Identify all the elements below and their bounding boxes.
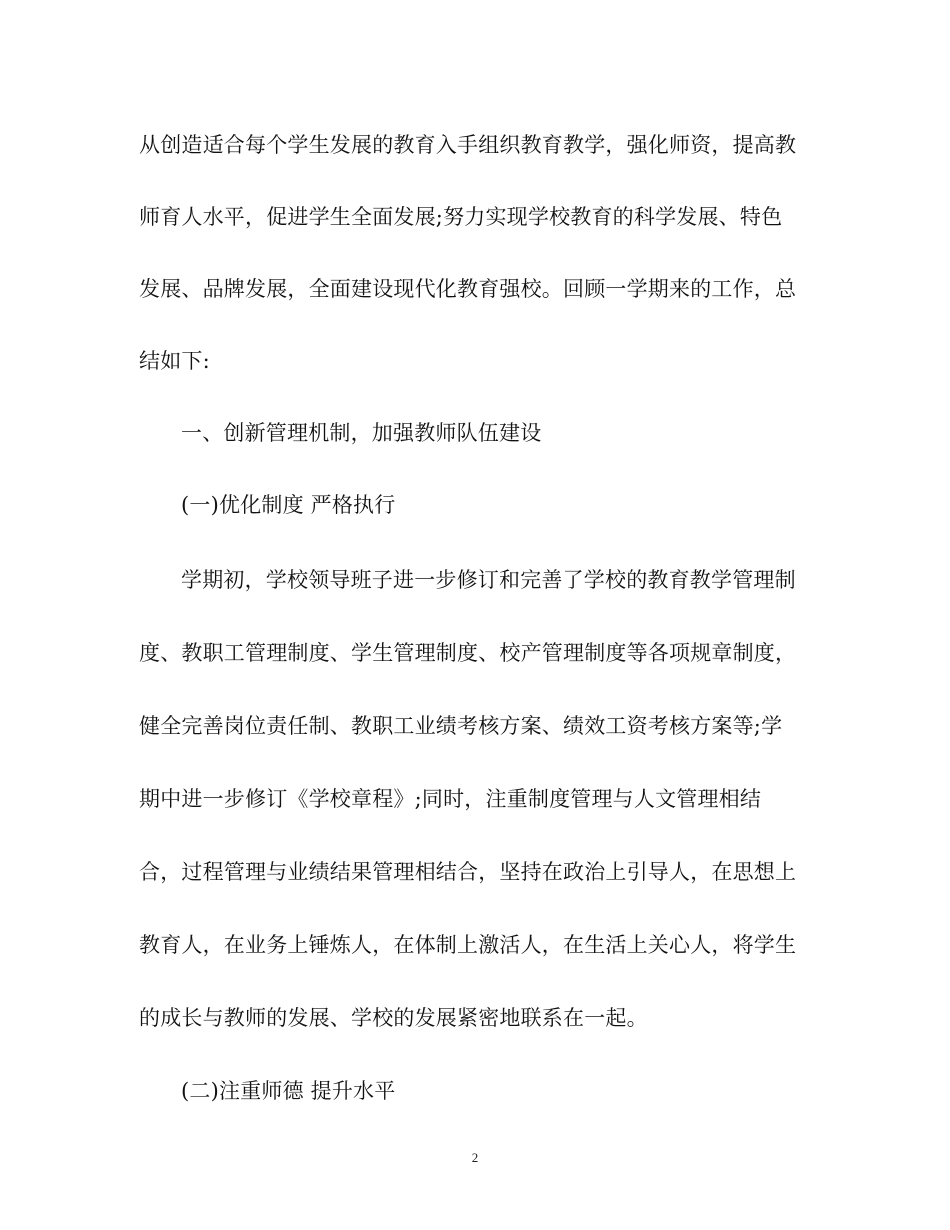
body-text-line: 教育人，在业务上锤炼人，在体制上激活人，在生活上关心人，将学生: [139, 933, 797, 957]
body-text-line: 合，过程管理与业绩结果管理相结合，坚持在政治上引导人，在思想上: [139, 860, 797, 884]
subsection-heading: (二)注重师德 提升水平: [181, 1079, 396, 1103]
body-text-line: 健全完善岗位责任制、教职工业绩考核方案、绩效工资考核方案等;学: [139, 714, 783, 738]
page-number: 2: [471, 1150, 479, 1165]
body-text-line: 的成长与教师的发展、学校的发展紧密地联系在一起。: [139, 1006, 648, 1030]
body-text-line: 结如下:: [139, 349, 210, 373]
section-heading: 一、创新管理机制，加强教师队伍建设: [181, 421, 542, 445]
body-text-line: 从创造适合每个学生发展的教育入手组织教育教学，强化师资，提高教: [139, 133, 797, 157]
body-text-line: 期中进一步修订《学校章程》;同时，注重制度管理与人文管理相结: [139, 787, 762, 811]
subsection-heading: (一)优化制度 严格执行: [181, 493, 396, 517]
body-text-line: 师育人水平，促进学生全面发展;努力实现学校教育的科学发展、特色: [139, 205, 783, 229]
body-text-line: 度、教职工管理制度、学生管理制度、校产管理制度等各项规章制度，: [139, 641, 797, 665]
body-text-line: 发展、品牌发展，全面建设现代化教育强校。回顾一学期来的工作，总: [139, 277, 797, 301]
body-text-line: 学期初，学校领导班子进一步修订和完善了学校的教育教学管理制: [181, 568, 796, 592]
